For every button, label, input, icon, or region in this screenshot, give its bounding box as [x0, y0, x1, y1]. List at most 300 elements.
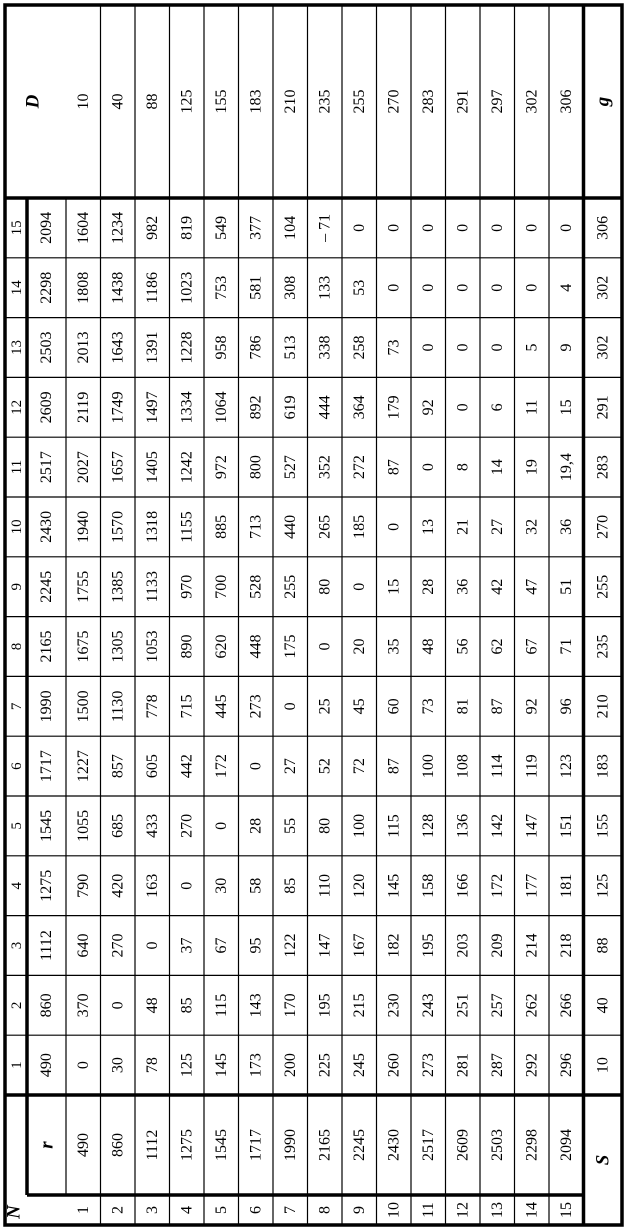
r-value: 1275 — [38, 869, 55, 902]
table-cell: 203 — [454, 933, 472, 958]
row-number: 5 — [212, 1206, 230, 1214]
table-cell: 85 — [178, 997, 196, 1014]
table-cell: 1940 — [74, 510, 92, 543]
row-d-value: 306 — [557, 89, 575, 114]
table-cell: 67 — [212, 937, 230, 954]
table-cell: 970 — [178, 574, 196, 599]
table-cell: 177 — [523, 873, 541, 898]
table-cell: 158 — [419, 873, 437, 898]
row-r-value: 1545 — [212, 1129, 230, 1161]
table-cell: 181 — [557, 873, 575, 898]
table-cell: 200 — [281, 1053, 299, 1078]
table-cell: 1604 — [74, 211, 92, 244]
table-cell: 1133 — [143, 570, 161, 603]
table-cell: 0 — [454, 343, 472, 352]
table-cell: 0 — [178, 881, 196, 890]
row-d-value: 302 — [523, 89, 541, 114]
table-cell: 0 — [454, 283, 472, 292]
table-cell: 700 — [212, 574, 230, 599]
table-cell: 605 — [143, 754, 161, 779]
table-cell: 753 — [212, 275, 230, 300]
table-cell: 1755 — [74, 570, 92, 603]
table-cell: 60 — [385, 698, 403, 715]
table-frame — [5, 5, 622, 1225]
table-cell: 151 — [557, 813, 575, 838]
table-cell: 167 — [350, 933, 368, 958]
table-cell: 209 — [488, 933, 506, 958]
table-cell: 2027 — [74, 451, 92, 484]
table-cell: 172 — [488, 873, 506, 898]
table-cell: 73 — [419, 698, 437, 715]
table-cell: 581 — [247, 275, 265, 300]
table-cell: 619 — [281, 395, 299, 420]
table-cell: 1570 — [109, 510, 127, 543]
label-s: S — [592, 1154, 614, 1166]
table-cell: 81 — [454, 698, 472, 715]
row-r-value: 2430 — [385, 1129, 403, 1161]
table-cell: 266 — [557, 993, 575, 1018]
row-number: 3 — [143, 1206, 161, 1214]
table-cell: 78 — [143, 1057, 161, 1074]
table-cell: 715 — [178, 694, 196, 719]
table-cell: 1808 — [74, 271, 92, 304]
row-number: 14 — [523, 1202, 541, 1218]
table-cell: 1438 — [109, 271, 127, 304]
row-number: 8 — [316, 1206, 334, 1214]
table-cell: 800 — [247, 455, 265, 480]
table-cell: 857 — [109, 754, 127, 779]
table-cell: 890 — [178, 634, 196, 659]
table-cell: 445 — [212, 694, 230, 719]
table-cell: 272 — [350, 455, 368, 480]
row-d-value: 210 — [281, 89, 299, 114]
table-cell: 0 — [419, 283, 437, 292]
table-cell: 1675 — [74, 630, 92, 663]
table-cell: 72 — [350, 758, 368, 775]
table-cell: 56 — [454, 638, 472, 655]
g-value: 88 — [594, 937, 612, 954]
table-cell: 790 — [74, 873, 92, 898]
table-cell: 308 — [281, 275, 299, 300]
table-cell: 0 — [419, 223, 437, 232]
row-d-value: 270 — [385, 89, 403, 114]
table-cell: 145 — [212, 1053, 230, 1078]
table-cell: 0 — [350, 223, 368, 232]
g-value: 40 — [594, 997, 612, 1014]
table-cell: 73 — [385, 339, 403, 356]
r-value: 860 — [38, 993, 55, 1018]
table-cell: 370 — [74, 993, 92, 1018]
row-number: 11 — [419, 1202, 437, 1218]
table-cell: 122 — [281, 933, 299, 958]
table-cell: 15 — [385, 578, 403, 595]
row-d-value: 235 — [316, 89, 334, 114]
table-cell: 104 — [281, 215, 299, 240]
r-value: 2503 — [38, 331, 55, 364]
table-cell: 433 — [143, 813, 161, 838]
table-cell: 0 — [523, 223, 541, 232]
r-value: 2517 — [38, 451, 55, 484]
row-number: 6 — [247, 1206, 265, 1214]
table-cell: 214 — [523, 933, 541, 958]
table-cell: 1318 — [143, 510, 161, 543]
g-value: 255 — [594, 574, 612, 599]
table-cell: 195 — [419, 933, 437, 958]
table-text — [4, 90, 614, 1220]
table-cell: 85 — [281, 877, 299, 894]
table-cell: 218 — [557, 933, 575, 958]
row-number: 13 — [488, 1202, 506, 1218]
table-cell: 96 — [557, 698, 575, 715]
table-cell: 1334 — [178, 391, 196, 424]
table-cell: 19,4 — [557, 453, 575, 482]
table-cell: 32 — [523, 518, 541, 535]
table-cell: 119 — [523, 754, 541, 778]
row-number: 15 — [557, 1202, 575, 1218]
g-value: 306 — [594, 215, 612, 240]
table-cell: 58 — [247, 877, 265, 894]
table-cell: 0 — [488, 223, 506, 232]
row-r-value: 2298 — [523, 1129, 541, 1161]
table-cell: 685 — [109, 813, 127, 838]
table-cell: 1749 — [109, 391, 127, 424]
table-cell: 14 — [488, 459, 506, 476]
table-cell: 215 — [350, 993, 368, 1018]
table-cell: 640 — [74, 933, 92, 958]
table-cell: 262 — [523, 993, 541, 1018]
label-r: r — [36, 1141, 58, 1149]
r-value: 490 — [38, 1053, 55, 1078]
table-cell: 1385 — [109, 570, 127, 603]
table-cell: 778 — [143, 694, 161, 719]
table-cell: 147 — [316, 933, 334, 958]
column-header: 5 — [9, 822, 25, 830]
table-cell: 47 — [523, 578, 541, 595]
table-cell: 0 — [74, 1061, 92, 1070]
column-header: 3 — [9, 941, 25, 950]
table-cell: 1186 — [143, 271, 161, 304]
g-value: 291 — [594, 395, 612, 420]
table-cell: 5 — [523, 343, 541, 352]
table-cell: 251 — [454, 993, 472, 1018]
table-cell: 110 — [316, 873, 334, 898]
table-cell: 885 — [212, 514, 230, 539]
table-cell: 1227 — [74, 750, 92, 783]
table-cell: 51 — [557, 578, 575, 595]
table-cell: 270 — [178, 813, 196, 838]
table-cell: 0 — [109, 1001, 127, 1010]
table-cell: 185 — [350, 514, 368, 539]
table-cell: 182 — [385, 933, 403, 958]
table-cell: 440 — [281, 514, 299, 539]
r-value: 2094 — [38, 211, 55, 244]
table-cell: 1643 — [109, 331, 127, 364]
table-cell: 273 — [247, 694, 265, 719]
table-cell: 15 — [557, 399, 575, 416]
table-cell: 120 — [350, 873, 368, 898]
column-header: 1 — [9, 1061, 25, 1069]
row-r-value: 2503 — [488, 1129, 506, 1161]
table-cell: 255 — [281, 574, 299, 599]
table-cell: 48 — [419, 638, 437, 655]
table-cell: 175 — [281, 634, 299, 659]
table-cell: 0 — [557, 223, 575, 232]
table-cell: 1228 — [178, 331, 196, 364]
row-d-value: 155 — [212, 89, 230, 114]
table-cell: 0 — [385, 522, 403, 531]
table-cell: 42 — [488, 578, 506, 595]
table-cell: 819 — [178, 215, 196, 240]
table-cell: 377 — [247, 215, 265, 240]
g-value: 210 — [594, 694, 612, 719]
table-cell: 92 — [419, 399, 437, 416]
table-cell: 0 — [281, 702, 299, 711]
table-cell: 972 — [212, 455, 230, 480]
table-cell: 448 — [247, 634, 265, 659]
table-cell: 2013 — [74, 331, 92, 364]
r-value: 2165 — [38, 630, 55, 663]
table-cell: 549 — [212, 215, 230, 240]
table-cell: 27 — [488, 518, 506, 535]
label-g: g — [592, 96, 614, 107]
table-cell: 28 — [419, 578, 437, 595]
table-cell: 27 — [281, 758, 299, 775]
table-cell: 292 — [523, 1053, 541, 1078]
table-cell: 170 — [281, 993, 299, 1018]
table-cell: 71 — [557, 638, 575, 655]
table-cell: 258 — [350, 335, 368, 360]
table-cell: 19 — [523, 459, 541, 476]
row-r-value: 1112 — [143, 1129, 161, 1161]
table-cell: 1053 — [143, 630, 161, 663]
table-cell: 1064 — [212, 391, 230, 424]
table-cell: 123 — [557, 754, 575, 779]
table-cell: 45 — [350, 698, 368, 715]
table-cell: 128 — [419, 813, 437, 838]
table-cell: 115 — [212, 993, 230, 1018]
table-cell: 287 — [488, 1053, 506, 1078]
table-cell: 143 — [247, 993, 265, 1018]
column-header: 2 — [9, 1001, 25, 1010]
table-cell: 48 — [143, 997, 161, 1014]
table-cell: 87 — [488, 698, 506, 715]
table-cell: 114 — [488, 754, 506, 778]
table-cell: 11 — [523, 399, 541, 416]
row-r-value: 2165 — [316, 1129, 334, 1161]
table-cell: 296 — [557, 1053, 575, 1078]
table-cell: 0 — [523, 283, 541, 292]
row-r-value: 490 — [74, 1133, 92, 1157]
column-header: 6 — [9, 762, 25, 770]
row-r-value: 2245 — [350, 1129, 368, 1161]
table-cell: 36 — [454, 578, 472, 595]
table-cell: 37 — [178, 937, 196, 954]
table-cell: 281 — [454, 1053, 472, 1078]
table-cell: 513 — [281, 335, 299, 360]
table-cell: 1391 — [143, 331, 161, 364]
table-cell: 4 — [557, 283, 575, 292]
table-cell: 713 — [247, 514, 265, 539]
table-cell: 20 — [350, 638, 368, 655]
row-r-value: 2094 — [557, 1129, 575, 1161]
table-cell: 35 — [385, 638, 403, 655]
table-cell: 36 — [557, 518, 575, 535]
table-cell: 52 — [316, 758, 334, 775]
table-cell: 92 — [523, 698, 541, 715]
table-cell: 147 — [523, 813, 541, 838]
table-cell: 958 — [212, 335, 230, 360]
g-value: 183 — [594, 754, 612, 779]
table-cell: 0 — [350, 582, 368, 591]
table-cell: 166 — [454, 873, 472, 898]
table-cell: 1155 — [178, 511, 196, 543]
table-cell: 0 — [247, 762, 265, 771]
table-cell: 1130 — [109, 690, 127, 723]
table-cell: 195 — [316, 993, 334, 1018]
table-cell: 265 — [316, 514, 334, 539]
row-r-value: 2609 — [454, 1129, 472, 1161]
table-cell: 179 — [385, 395, 403, 420]
table-cell: 55 — [281, 817, 299, 834]
row-d-value: 283 — [419, 89, 437, 114]
table-cell: 982 — [143, 215, 161, 240]
table-cell: 142 — [488, 813, 506, 838]
table-cell: 9 — [557, 343, 575, 352]
table-cell: 87 — [385, 758, 403, 775]
row-number: 2 — [109, 1206, 127, 1214]
table-cell: 1497 — [143, 391, 161, 424]
column-header: 10 — [9, 519, 25, 535]
r-value: 1717 — [38, 750, 55, 783]
table-cell: 1500 — [74, 690, 92, 723]
table-cell: 145 — [385, 873, 403, 898]
table-cell: 273 — [419, 1053, 437, 1078]
table-cell: 13 — [419, 518, 437, 535]
row-d-value: 125 — [178, 89, 196, 114]
table-cell: 80 — [316, 817, 334, 834]
r-value: 2609 — [38, 391, 55, 424]
r-value: 1112 — [38, 930, 55, 961]
table-cell: 0 — [488, 343, 506, 352]
table-cell: 30 — [212, 877, 230, 894]
table-cell: 80 — [316, 578, 334, 595]
table-cell: 173 — [247, 1053, 265, 1078]
table-cell: 528 — [247, 574, 265, 599]
table-cell: 100 — [350, 813, 368, 838]
row-r-value: 1990 — [281, 1129, 299, 1161]
table-cell: 95 — [247, 937, 265, 954]
table-cell: 420 — [109, 873, 127, 898]
table-cell: 21 — [454, 518, 472, 535]
row-r-value: 1717 — [247, 1129, 265, 1161]
row-r-value: 860 — [109, 1133, 127, 1157]
column-header: 14 — [9, 280, 25, 296]
row-d-value: 297 — [488, 89, 506, 114]
table-cell: 100 — [419, 754, 437, 779]
r-value: 1990 — [38, 690, 55, 723]
row-number: 1 — [74, 1206, 92, 1214]
row-number: 9 — [350, 1206, 368, 1214]
table-cell: 270 — [109, 933, 127, 958]
table-cell: 245 — [350, 1053, 368, 1078]
row-r-value: 2517 — [419, 1129, 437, 1161]
table-cell: 0 — [454, 403, 472, 412]
g-value: 302 — [594, 275, 612, 300]
table-cell: 2119 — [74, 391, 92, 424]
r-value: 1545 — [38, 809, 55, 842]
table-cell: 243 — [419, 993, 437, 1018]
table-cell: 1242 — [178, 451, 196, 484]
row-d-value: 40 — [109, 93, 127, 110]
g-value: 155 — [594, 813, 612, 838]
table-cell: 527 — [281, 455, 299, 480]
table-cell: 0 — [316, 642, 334, 651]
table-cell: 0 — [143, 941, 161, 950]
table-cell: 30 — [109, 1057, 127, 1074]
g-value: 125 — [594, 873, 612, 898]
table-cell: 28 — [247, 817, 265, 834]
table-cell: 115 — [385, 814, 403, 838]
table-cell: 53 — [350, 279, 368, 296]
column-header: 15 — [9, 220, 25, 236]
r-value: 2298 — [38, 271, 55, 304]
table-cell: 67 — [523, 638, 541, 655]
table-cell: 133 — [316, 275, 334, 300]
row-number: 7 — [281, 1206, 299, 1214]
table-cell: 364 — [350, 395, 368, 420]
g-value: 270 — [594, 514, 612, 539]
table-cell: 1023 — [178, 271, 196, 304]
table-cell: 257 — [488, 993, 506, 1018]
table-cell: 172 — [212, 754, 230, 779]
column-header: 11 — [9, 459, 25, 475]
table-cell: 1405 — [143, 451, 161, 484]
table-cell: 338 — [316, 335, 334, 360]
table-cell: 163 — [143, 873, 161, 898]
table-cell: 442 — [178, 754, 196, 779]
g-value: 302 — [594, 335, 612, 360]
table-cell: 25 — [316, 698, 334, 715]
table-cell: 136 — [454, 813, 472, 838]
table-cell: 892 — [247, 395, 265, 420]
row-r-value: 1275 — [178, 1129, 196, 1161]
column-header: 9 — [9, 582, 25, 591]
row-number: 12 — [454, 1202, 472, 1218]
table-cell: 0 — [419, 343, 437, 352]
table-cell: 1305 — [109, 630, 127, 663]
table-cell: 108 — [454, 754, 472, 779]
g-value: 235 — [594, 634, 612, 659]
table-cell: 1657 — [109, 451, 127, 484]
label-n: N — [3, 1205, 25, 1219]
row-d-value: 255 — [350, 89, 368, 114]
table-cell: 786 — [247, 335, 265, 360]
row-number: 10 — [385, 1202, 403, 1218]
table-cell: 620 — [212, 634, 230, 659]
table-cell: 352 — [316, 455, 334, 480]
table-cell: 444 — [316, 395, 334, 420]
table-cell: 8 — [454, 463, 472, 472]
g-value: 283 — [594, 455, 612, 480]
column-header: 8 — [9, 642, 25, 651]
table-grid — [5, 5, 622, 1225]
r-value: 2430 — [38, 510, 55, 543]
column-header: 12 — [9, 399, 25, 415]
row-number: 4 — [178, 1206, 196, 1214]
table-cell: 230 — [385, 993, 403, 1018]
table-cell: 6 — [488, 403, 506, 412]
row-d-value: 291 — [454, 89, 472, 114]
